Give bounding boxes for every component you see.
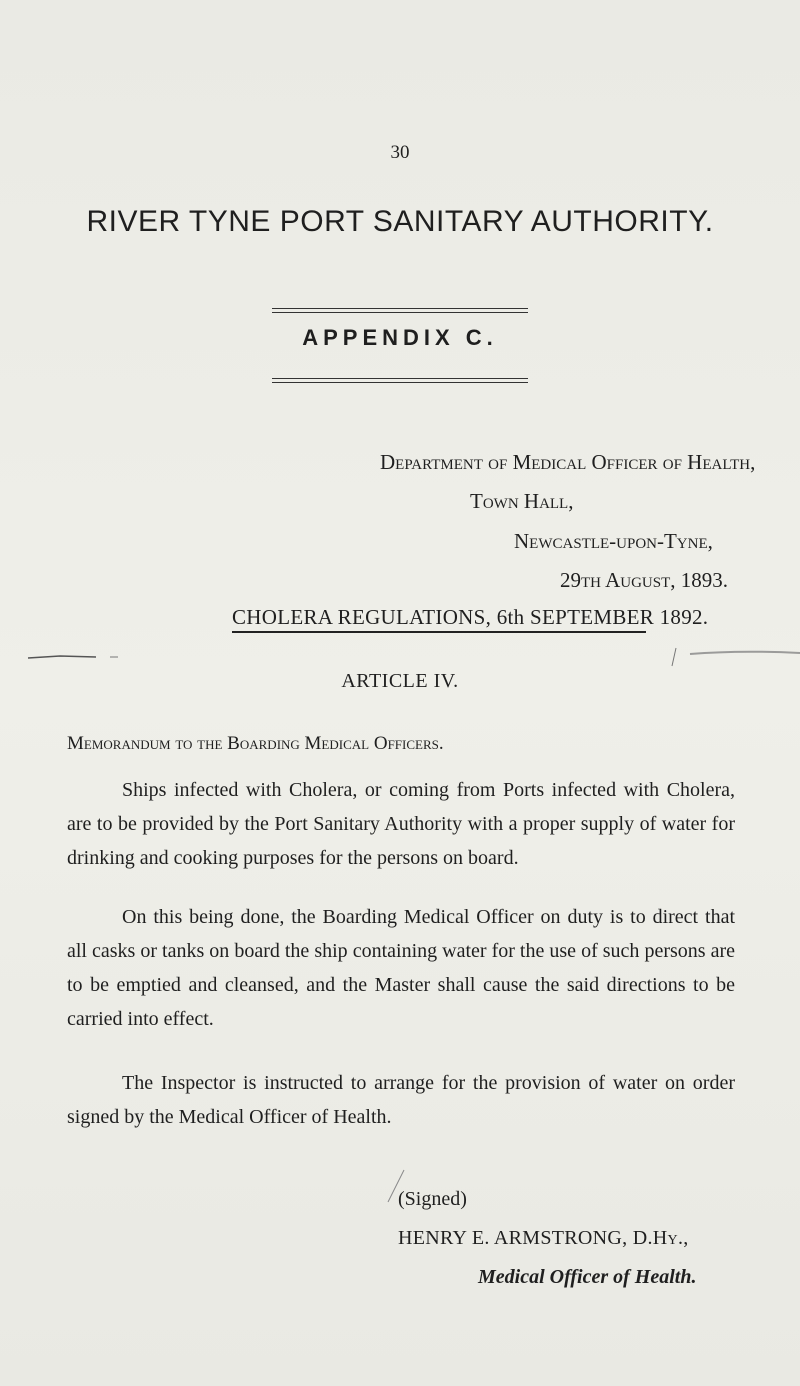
appendix-title: APPENDIX C. <box>302 325 498 350</box>
paragraph-casks-cleansed: On this being done, the Boarding Medical Officer on duty is to direct that all casks or tanks on board the ship containing water for the use of such persons are to be emptied and cleansed, and the Master shall cause the said directions to be carried into effect. <box>67 906 735 1030</box>
authority-title: RIVER TYNE PORT SANITARY AUTHORITY. <box>86 205 714 238</box>
paragraph-inspector: The Inspector is instructed to arrange for the provision of water on order signed by the Medical Officer of Health. <box>67 1072 735 1128</box>
signer-degree: D.Hy., <box>632 1227 689 1249</box>
signed-label: (Signed) <box>398 1188 467 1210</box>
signer-name <box>398 1227 689 1250</box>
address-department: Department of Medical Officer of Health, <box>380 450 756 474</box>
page-number: 30 <box>390 142 410 163</box>
top-double-rule <box>272 308 528 313</box>
regulations-underline <box>232 631 646 633</box>
bottom-double-rule <box>272 378 528 383</box>
address-town-hall: Town Hall, <box>470 489 574 513</box>
memo-heading: Memorandum to the Boarding Medical Officers. <box>67 733 444 754</box>
signer-office: Medical Officer of Health. <box>478 1266 697 1288</box>
stray-print-marks <box>0 640 800 670</box>
address-date: 29th August, 1893. <box>560 568 729 592</box>
article-heading: ARTICLE IV. <box>341 670 459 692</box>
signer-name-text: HENRY E. ARMSTRONG, <box>398 1227 628 1249</box>
regulations-heading: CHOLERA REGULATIONS, 6th SEPTEMBER 1892. <box>232 605 709 629</box>
paragraph-water-supply: Ships infected with Cholera, or coming from Ports infected with Cholera, are to be provided by the Port Sanitary Authority with a proper supply of water for drinking and cooking purposes for the persons on board. <box>67 779 735 869</box>
address-city: Newcastle-upon-Tyne, <box>514 529 713 553</box>
